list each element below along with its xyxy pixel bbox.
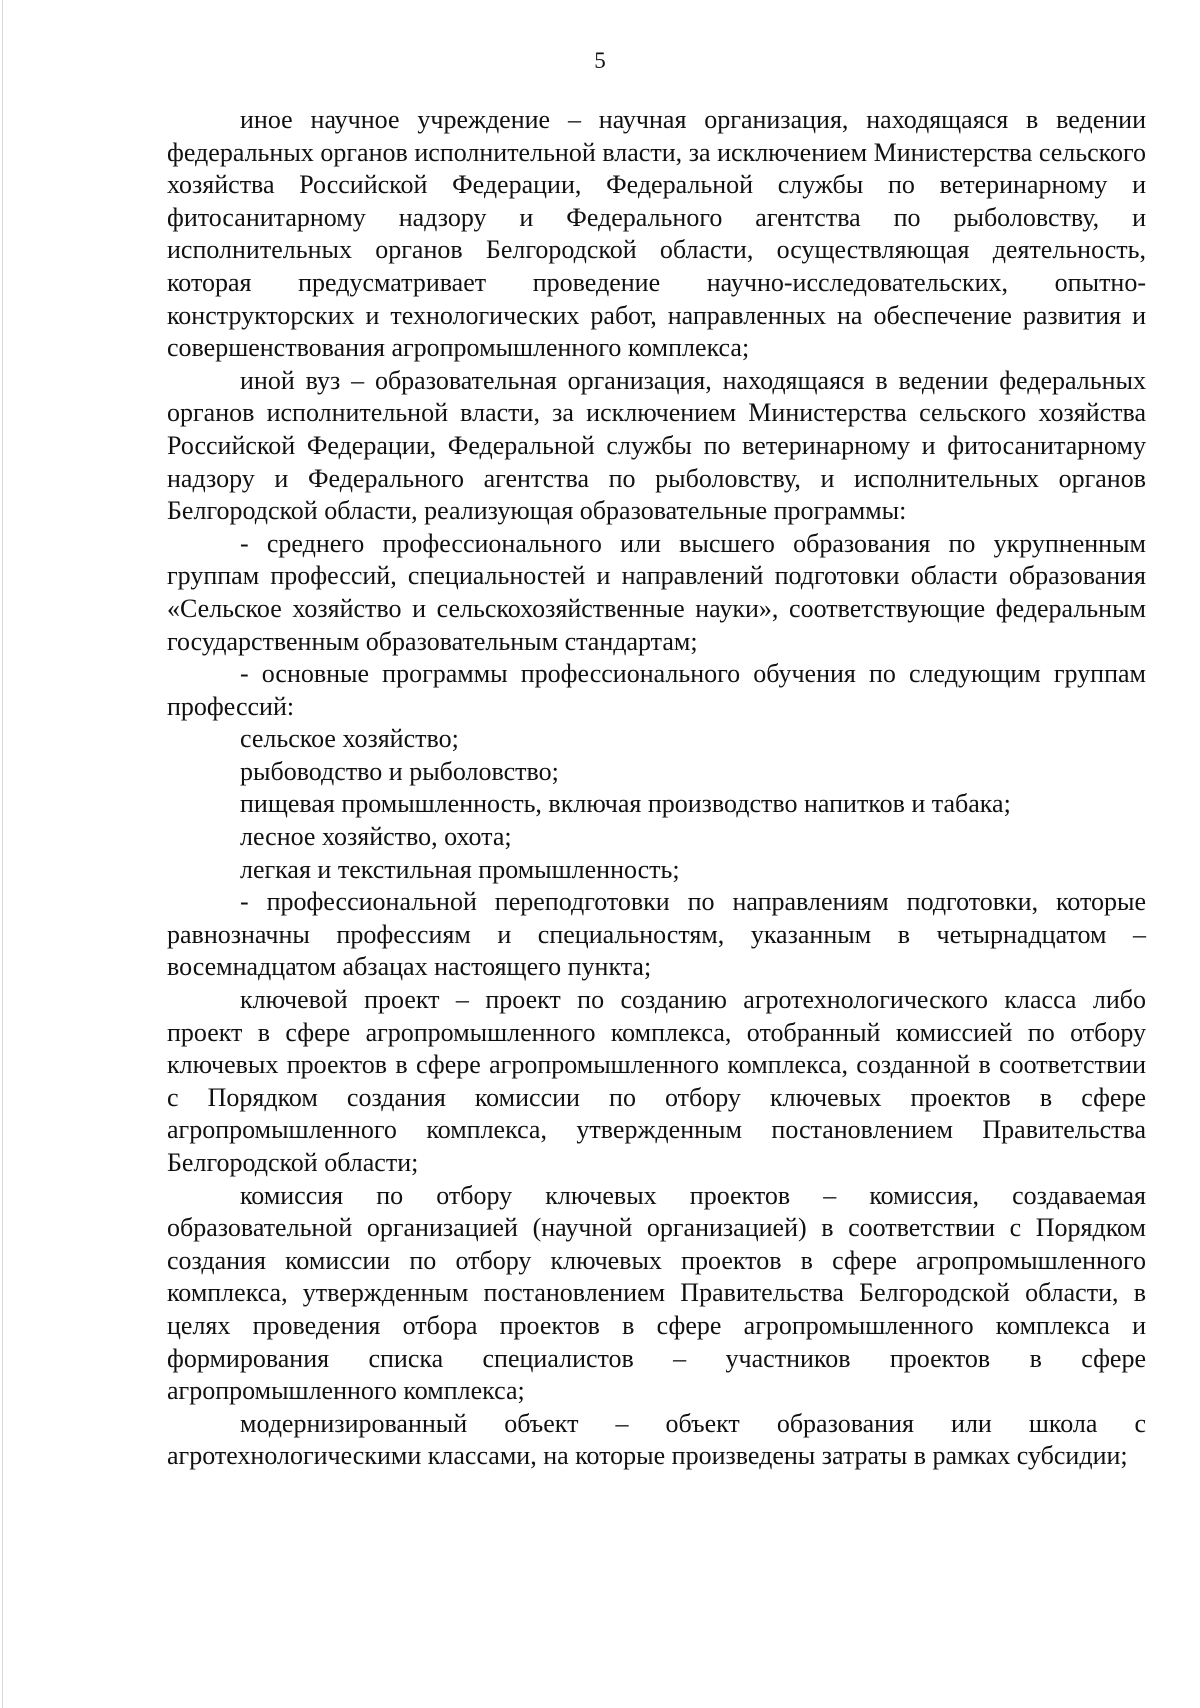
- paragraph-komissiya: комиссия по отбору ключевых проектов – комиссия, создаваемая образовательной организацией (научной организацией) в соответствии с Порядком создания комиссии по отбору ключевых проектов в сфере агропромышленного комплекса, утвержденным постановлением Правительства Белгородской области, в целях проведения отбора проектов в сфере агропромышленного комплекса и формирования списка специалистов – участников проектов в сфере агропромышленного комплекса;: [167, 1180, 1146, 1406]
- paragraph-modernizirovannyy-obekt: модернизированный объект – объект образования или школа с агротехнологическими классами, на которые произведены затраты в рамках субсидии;: [167, 1408, 1146, 1471]
- paragraph-inoy-vuz: иной вуз – образовательная организация, находящаяся в ведении федеральных органов исполнительной власти, за исключением Министерства сельского хозяйства Российской Федерации, Федеральной службы по ветеринарному и фитосанитарному надзору и Федерального агентства по рыболовству, и исполнительных органов Белгородской области, реализующая образовательные программы:: [167, 365, 1146, 526]
- paragraph-klyuchevoy-proekt: ключевой проект – проект по созданию агротехнологического класса либо проект в сфере агропромышленного комплекса, отобранный комиссией по отбору ключевых проектов в сфере агропромышленного комплекса, созданной в соответствии с Порядком создания комиссии по отбору ключевых проектов в сфере агропромышленного комплекса, утвержденным постановлением Правительства Белгородской области;: [167, 985, 1146, 1177]
- list-item-selskoe-hozyaystvo: сельское хозяйство;: [240, 724, 459, 754]
- paragraph-osnovnye-programmy: - основные программы профессионального обучения по следующим группам профессий:: [167, 659, 1146, 721]
- list-item-legkaya-promyshlennost: легкая и текстильная промышленность;: [240, 854, 680, 884]
- paragraph-inoe-nauchnoe-uchrezhdenie: иное научное учреждение – научная организация, находящаяся в ведении федеральных органов исполнительной власти, за исключением Министерства сельского хозяйства Российской Федерации, Федеральной службы по ветеринарному и фитосанитарному надзору и Федерального агентства по рыболовству, и исполнительных органов Белгородской области, осуществляющая деятельность, которая предусматривает проведение научно-исследовательских, опытно-конструкторских и технологических работ, направленных на обеспечение развития и совершенствования агропромышленного комплекса;: [167, 105, 1146, 363]
- paragraph-srednego-professionalnogo: - среднего профессионального или высшего образования по укрупненным группам профессий, специальностей и направлений подготовки области образования «Сельское хозяйство и сельскохозяйственные науки», соответствующие федеральным государственным образовательным стандартам;: [167, 528, 1146, 656]
- paragraph-professionalnoy-perepodgotovki: - профессиональной переподготовки по направлениям подготовки, которые равнозначны профессиям и специальностям, указанным в четырнадцатом – восемнадцатом абзацах настоящего пункта;: [167, 887, 1146, 982]
- page-number: 5: [594, 48, 606, 73]
- list-item-lesnoe-hozyaystvo: лесное хозяйство, охота;: [240, 822, 512, 852]
- list-item-rybovodstvo: рыбоводство и рыболовство;: [240, 756, 559, 786]
- list-item-pishchevaya-promyshlennost: пищевая промышленность, включая производство напитков и табака;: [240, 789, 1011, 819]
- document-body: [167, 104, 1146, 1473]
- page-edge-line: [2, 0, 3, 1708]
